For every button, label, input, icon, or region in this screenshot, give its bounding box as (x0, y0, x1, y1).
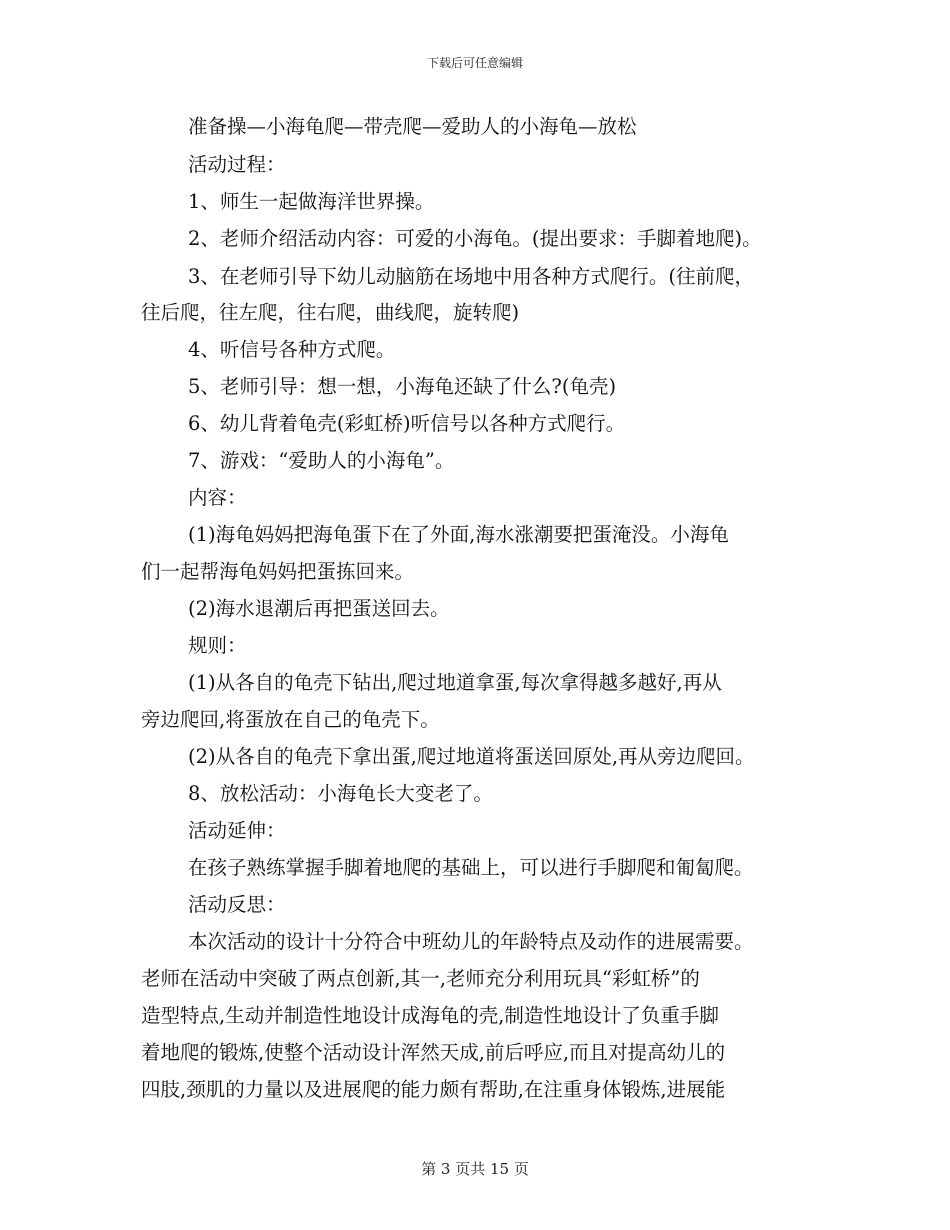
text-line: 造型特点,生动并制造性地设计成海龟的壳,制造性地设计了负重手脚 (141, 1004, 719, 1027)
text-line: 们一起帮海龟妈妈把蛋拣回来。 (141, 560, 415, 583)
text-line: (2)海水退潮后再把蛋送回去。 (188, 597, 450, 620)
text-line: 四肢,颈肌的力量以及进展爬的能力颇有帮助,在注重身体锻炼,进展能 (141, 1078, 726, 1101)
text-line: 旁边爬回,将蛋放在自己的龟壳下。 (141, 708, 440, 731)
text-line: 往后爬，往左爬，往右爬，曲线爬，旋转爬) (141, 301, 520, 324)
text-line: 活动反思： (188, 893, 286, 916)
text-line: 本次活动的设计十分符合中班幼儿的年龄特点及动作的进展需要。 (188, 930, 754, 953)
page-footer: 第 3 页共 15 页 (421, 1160, 529, 1178)
text-line: 8、放松活动：小海龟长大变老了。 (188, 782, 493, 805)
text-line: 6、幼儿背着龟壳(彩虹桥)听信号以各种方式爬行。 (188, 412, 626, 435)
text-line: 活动过程： (188, 153, 286, 176)
text-line: (1)海龟妈妈把海龟蛋下在了外面,海水涨潮要把蛋淹没。小海龟 (188, 523, 729, 546)
text-line: (2)从各自的龟壳下拿出蛋,爬过地道将蛋送回原处,再从旁边爬回。 (188, 745, 755, 768)
text-line: 规则： (188, 634, 247, 657)
text-line: 老师在活动中突破了两点创新,其一,老师充分利用玩具“彩虹桥”的 (141, 967, 700, 990)
text-line: 着地爬的锻炼,使整个活动设计浑然天成,前后呼应,而且对提高幼儿的 (141, 1041, 726, 1064)
text-line: (1)从各自的龟壳下钻出,爬过地道拿蛋,每次拿得越多越好,再从 (188, 671, 722, 694)
text-line: 活动延伸： (188, 819, 286, 842)
text-line: 内容： (188, 486, 247, 509)
text-line: 1、师生一起做海洋世界操。 (188, 190, 435, 213)
text-line: 2、老师介绍活动内容：可爱的小海龟。(提出要求：手脚着地爬)。 (188, 227, 762, 250)
page-header: 下载后可任意编辑 (426, 56, 523, 70)
text-line: 7、游戏：“爱助人的小海龟”。 (188, 449, 455, 472)
text-line: 在孩子熟练掌握手脚着地爬的基础上，可以进行手脚爬和匍匐爬。 (188, 856, 754, 879)
text-line: 5、老师引导：想一想，小海龟还缺了什么?(龟壳) (188, 375, 617, 398)
text-line: 3、在老师引导下幼儿动脑筋在场地中用各种方式爬行。(往前爬， (188, 265, 755, 288)
text-line: 准备操—小海龟爬—带壳爬—爱助人的小海龟—放松 (188, 115, 637, 138)
text-line: 4、听信号各种方式爬。 (188, 338, 396, 361)
